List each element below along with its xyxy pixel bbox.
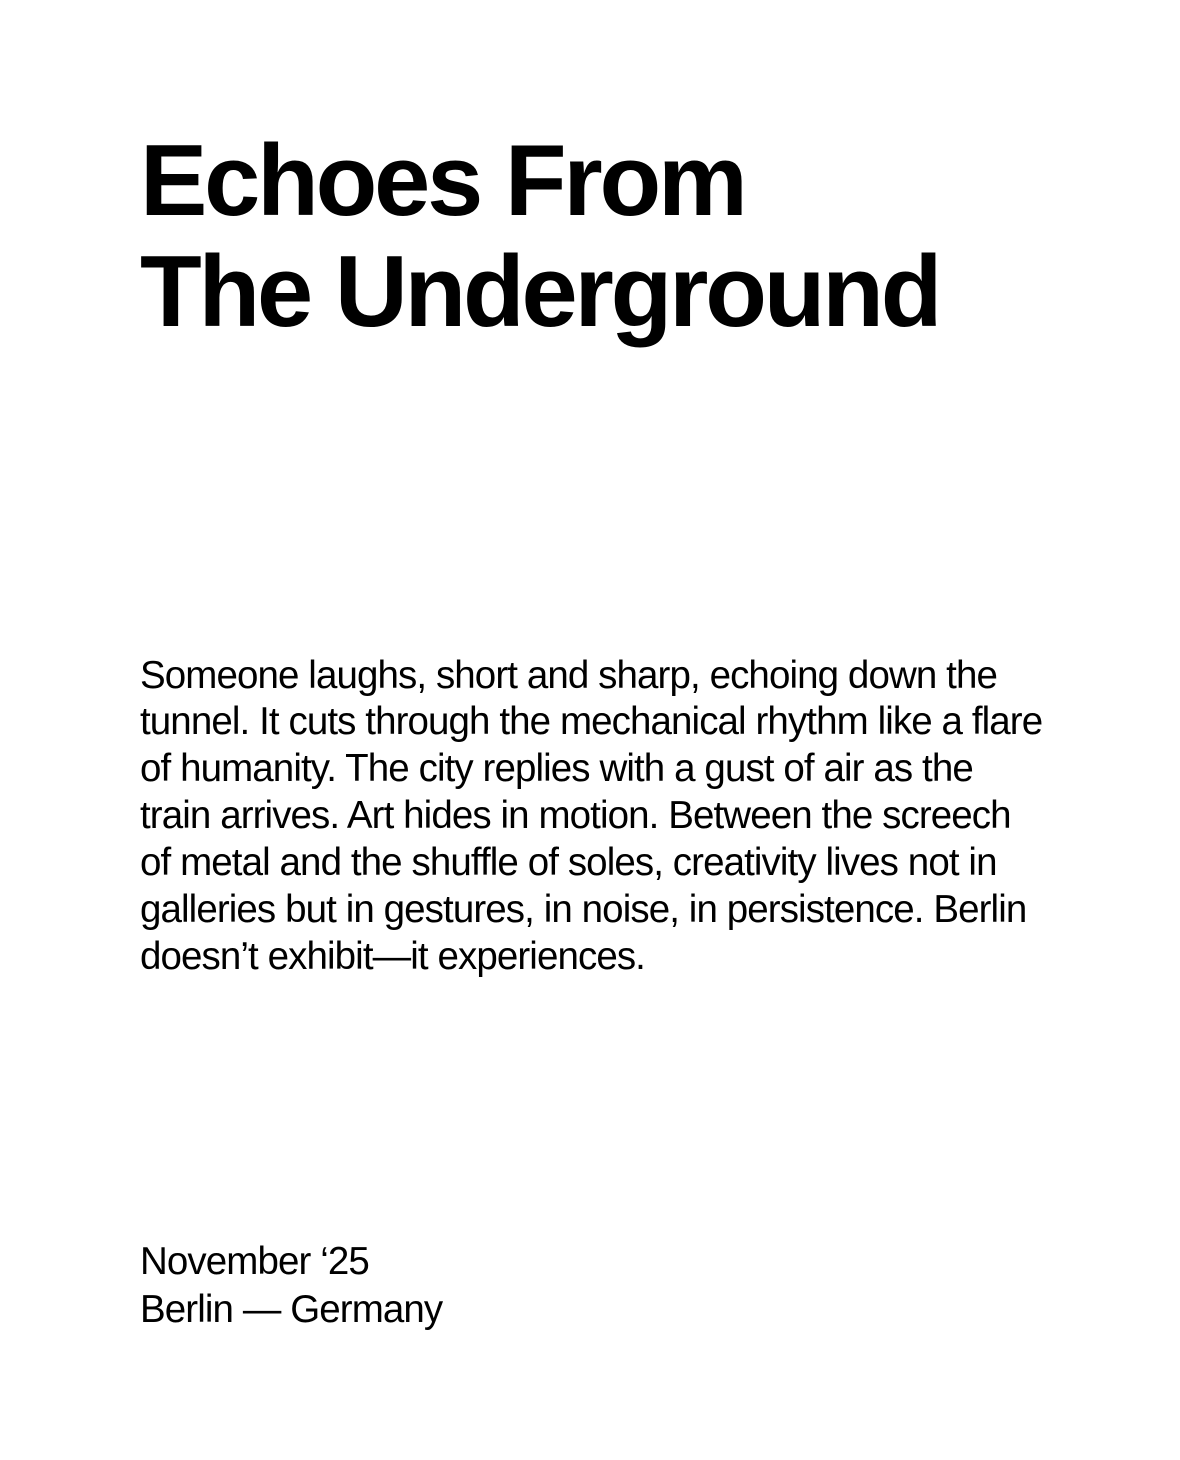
page-title (140, 126, 1080, 348)
meta-date: November ‘25 (140, 1240, 369, 1283)
body-paragraph: Someone laughs, short and sharp, echoing down the tunnel. It cuts through the mechanical rhythm like a flare of humanity. The city replies with a gust of air as the train arrives. Art hides in motion. Between the screech of metal and the shuffle of soles, creativity lives not in galleries but in gestures, in noise, in persistence. Berlin doesn’t exhibit—it experiences. (140, 653, 1043, 979)
poster-meta (140, 1238, 740, 1333)
body-copy (140, 614, 1050, 1020)
title-line-1: Echoes From (140, 125, 745, 237)
meta-location: Berlin — Germany (140, 1287, 443, 1331)
title-line-2: The Underground (140, 236, 940, 349)
